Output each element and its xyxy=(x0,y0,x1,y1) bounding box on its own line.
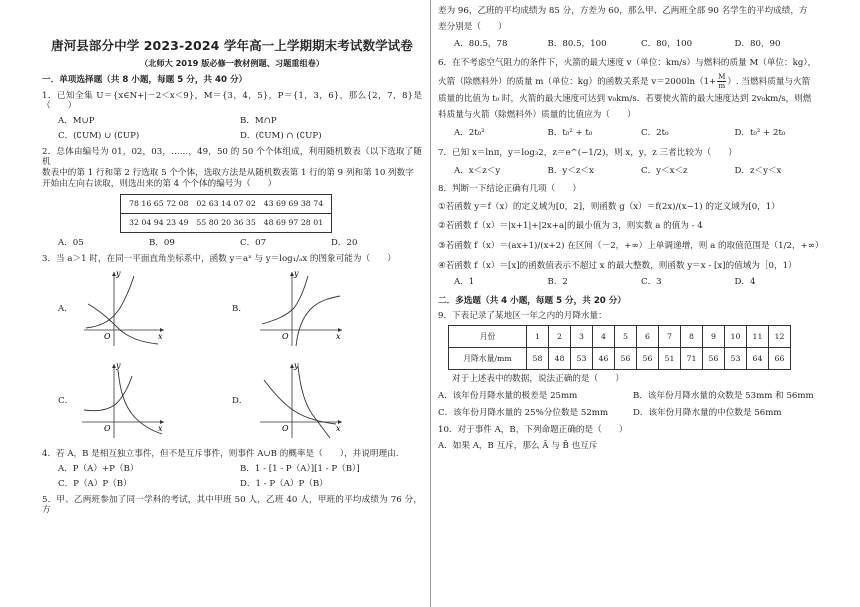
question-10-option-a: A．如果 A，B 互斥，那么 Ā 与 B̄ 也互斥 xyxy=(438,441,598,452)
option-d: D．z＜y＜x xyxy=(734,165,782,176)
question-6-line-4: 料质量与火箭（除燃料外）质量的比值应为（ ） xyxy=(438,109,636,120)
option-c: C．P（A）P（B） xyxy=(58,478,132,489)
option-d: D．1 - P（A）P（B） xyxy=(240,478,328,489)
section-multi-choice: 二．多选题（共 4 小题，每题 5 分，共 20 分） xyxy=(438,296,626,307)
graph-a xyxy=(78,268,168,348)
table-header-cell: 月降水量/mm xyxy=(449,348,527,370)
question-6-line-2 xyxy=(438,73,828,90)
month-cell: 5 xyxy=(615,326,637,348)
question-9-options-row2 xyxy=(438,408,828,419)
axis-y-label: y xyxy=(294,269,299,279)
option-b: B．M∩P xyxy=(240,116,277,127)
section-single-choice: 一．单项选择题（共 8 小题，每题 5 分，共 40 分） xyxy=(42,74,248,85)
question-2-line-3: 开始由左向右读取，则选出来的第 4 个个体的编号为（ ） xyxy=(42,178,277,189)
graph-label-c: C． xyxy=(58,396,74,407)
option-a: A．2t₀² xyxy=(454,128,485,139)
graph-d xyxy=(256,360,346,440)
month-cell: 8 xyxy=(681,326,703,348)
option-c: C．(∁UM) ∪ (∁UP) xyxy=(58,130,140,141)
month-cell: 9 xyxy=(703,326,725,348)
table-cell: 32 04 94 23 49 55 80 20 36 35 48 69 97 28 01 xyxy=(121,214,332,233)
option-d: D．该年份月降水量的中位数是 56mm xyxy=(633,407,782,418)
fraction-numerator: M xyxy=(718,72,726,81)
right-column xyxy=(438,0,828,607)
option-b: B．2 xyxy=(547,277,568,288)
option-b: B．该年份月降水量的众数是 53mm 和 56mm xyxy=(633,391,814,402)
origin-label: O xyxy=(104,332,111,342)
option-b: B．80.5，100 xyxy=(547,39,607,50)
axis-x-label: x xyxy=(336,424,341,434)
option-a: A．x＜z＜y xyxy=(454,165,501,176)
rainfall-cell: 56 xyxy=(615,348,637,370)
fraction-denominator: m xyxy=(718,81,726,90)
option-a: A．该年份月降水量的极差是 25mm xyxy=(438,391,578,402)
option-c: C．该年份月降水量的 25%分位数是 52mm xyxy=(438,407,609,418)
table-row xyxy=(449,326,791,348)
question-5-start xyxy=(42,495,422,516)
option-c: C．07 xyxy=(240,237,267,248)
statement-3 xyxy=(438,241,828,252)
question-4-options-row2 xyxy=(42,479,422,490)
statement-1-mark: ① xyxy=(438,202,446,213)
month-cell: 6 xyxy=(637,326,659,348)
axis-x-label: x xyxy=(158,424,163,434)
option-a: A．M∪P xyxy=(58,116,95,127)
question-2-line-1: 2．总体由编号为 01，02，03，……，49，50 的 50 个个体组成，利用随机数表（以下选取了随机 xyxy=(42,146,422,168)
statement-2-mark: ② xyxy=(438,221,446,232)
option-c: C．y＜x＜z xyxy=(641,165,688,176)
table-cell: 78 16 65 72 08 02 63 14 07 02 43 69 69 38 74 xyxy=(121,195,332,214)
question-7-stem: 7．已知 x＝lnπ，y＝log₃2，z＝e^(−1/2)，则 x，y，z 三者比较为（ ） xyxy=(438,148,737,159)
question-9 xyxy=(438,311,828,419)
question-8 xyxy=(438,184,828,288)
rainfall-cell: 48 xyxy=(549,348,571,370)
statement-4-text: 若函数 f（x）＝[x]的函数值表示不超过 x 的最大整数，则函数 y＝x - [x]的值域为［0，1） xyxy=(445,260,797,271)
statement-3-mark: ③ xyxy=(438,240,446,251)
option-a: A．1 xyxy=(454,277,475,288)
axis-y-label: y xyxy=(294,361,299,371)
month-cell: 1 xyxy=(527,326,549,348)
question-1 xyxy=(42,91,422,142)
question-2 xyxy=(42,147,422,249)
option-d: D．20 xyxy=(331,237,358,248)
question-2-options xyxy=(42,238,422,249)
origin-label: O xyxy=(104,424,111,434)
exam-subtitle: （北师大 2019 版必修一教材例题、习题重组卷） xyxy=(139,57,325,68)
table-row xyxy=(449,348,791,370)
table-row xyxy=(121,195,332,214)
question-5-line-3: 差分别是（ ） xyxy=(438,21,507,32)
question-6-line-1: 6．在不考虑空气阻力的条件下，火箭的最大速度 v（单位：km/s）与燃料的质量 M（单位：kg）， xyxy=(438,58,817,69)
rainfall-cell: 66 xyxy=(769,348,791,370)
month-cell: 10 xyxy=(725,326,747,348)
question-8-stem: 8．判断一下结论正确有几项（ ） xyxy=(438,183,581,194)
random-number-table xyxy=(120,194,332,232)
graph-label-d: D． xyxy=(232,396,248,407)
rainfall-cell: 46 xyxy=(593,348,615,370)
column-divider xyxy=(430,0,431,607)
rainfall-cell: 64 xyxy=(747,348,769,370)
axis-x-label: x xyxy=(336,332,341,342)
question-1-stem: 1．已知全集 U＝{x∈N+|－2＜x＜9}，M＝{3，4，5}，P＝{1，3，6}，那么{2，7，8}是（ ） xyxy=(42,90,422,112)
month-cell: 3 xyxy=(571,326,593,348)
question-6-line-2b: ）. 当燃料质量与火箭 xyxy=(727,76,811,87)
question-1-options-row1 xyxy=(42,116,422,127)
question-7 xyxy=(438,148,828,176)
question-2-line-2: 数表中的第 1 行和第 2 行选取 5 个个体，选取方法是从随机数表第 1 行的第 9 列和第 10 列数字 xyxy=(42,168,414,179)
statement-2-text: 若函数 f（x）＝|x+1|+|2x+a|的最小值为 3，则实数 a 的值为 - 4 xyxy=(445,221,703,232)
graph-b xyxy=(256,268,346,348)
question-5-continued xyxy=(438,6,828,50)
rainfall-cell: 53 xyxy=(725,348,747,370)
question-10 xyxy=(438,425,828,452)
rainfall-cell: 58 xyxy=(527,348,549,370)
question-10-stem: 10．对于事件 A，B，下列命题正确的是（ ） xyxy=(438,424,628,435)
origin-label: O xyxy=(282,424,289,434)
graph-label-a: A． xyxy=(58,304,73,315)
question-6-line-3: 质量的比值为 t₀ 时，火箭的最大速度可达到 v₀km/s．若要使火箭的最大速度达到 2v₀km/s，则燃 xyxy=(438,93,812,104)
question-4-options-row1 xyxy=(42,464,422,475)
rainfall-cell: 71 xyxy=(681,348,703,370)
month-cell: 4 xyxy=(593,326,615,348)
question-3-graphs xyxy=(42,268,422,444)
axis-y-label: y xyxy=(116,269,121,279)
statement-3-text: 若函数 f（x）＝(ax+1)/(x+2) 在区间（－2，+∞）上单调递增，则 a 的取值范围是（1/2，+∞） xyxy=(445,240,824,251)
option-b: B．09 xyxy=(149,237,175,248)
rainfall-table xyxy=(448,325,791,370)
option-d: D．4 xyxy=(734,277,756,288)
rainfall-cell: 51 xyxy=(659,348,681,370)
question-6-line-2a: 火箭（除燃料外）的质量 m（单位：kg）的函数关系是 v＝2000ln（1+ xyxy=(438,76,717,87)
option-a: A．80.5，78 xyxy=(454,39,508,50)
axis-y-label: y xyxy=(116,361,121,371)
left-column xyxy=(42,0,422,607)
question-7-options xyxy=(438,166,828,177)
month-cell: 11 xyxy=(747,326,769,348)
question-4-stem: 4．若 A，B 是相互独立事件，但不是互斥事件，则事件 A∪B 的概率是（ ），并说明理由. xyxy=(42,449,399,460)
option-b: B．y＜z＜x xyxy=(547,165,594,176)
question-9-stem: 9．下表记录了某地区一年之内的月降水量： xyxy=(438,310,607,321)
question-5-options xyxy=(438,39,828,50)
option-d: D．(∁UM) ∩ (∁UP) xyxy=(240,130,322,141)
exam-title: 唐河县部分中学 2023-2024 学年高一上学期期末考试数学试卷 xyxy=(51,38,413,53)
option-c: C．80，100 xyxy=(641,39,693,50)
graph-label-b: B． xyxy=(232,304,247,315)
statement-1-text: 若函数 y＝f（x）的定义域为[0，2]，则函数 g（x）＝f(2x)/(x−1) 的定义域为[0，1） xyxy=(445,202,780,213)
option-d: D．80，90 xyxy=(734,39,781,50)
question-9-options-row1 xyxy=(438,391,828,402)
option-b: B．1 - [1 - P（A）][1 - P（B）] xyxy=(240,464,360,475)
table-row xyxy=(121,214,332,233)
month-cell: 2 xyxy=(549,326,571,348)
option-d: D．t₀² + 2t₀ xyxy=(734,128,786,139)
statement-2 xyxy=(438,221,828,232)
statement-1 xyxy=(438,202,828,213)
month-cell: 7 xyxy=(659,326,681,348)
rainfall-cell: 56 xyxy=(637,348,659,370)
question-9-prompt: 对于上述表中的数据，说法正确的是（ ） xyxy=(452,374,624,385)
option-b: B．t₀² + t₀ xyxy=(547,128,593,139)
question-1-options-row2 xyxy=(42,131,422,142)
graph-c xyxy=(78,360,168,440)
question-8-options xyxy=(438,277,828,288)
option-a: A．05 xyxy=(58,237,84,248)
option-a: A．P（A）+P（B） xyxy=(58,464,139,475)
statement-4-mark: ④ xyxy=(438,260,446,271)
option-c: C．2t₀ xyxy=(641,128,669,139)
question-5-line-1: 5．甲、乙两班参加了同一学科的考试，其中甲班 50 人，乙班 40 人，甲班的平均成绩为 76 分，方 xyxy=(42,494,422,516)
question-3 xyxy=(42,254,422,445)
question-6-options xyxy=(438,128,828,139)
option-c: C．3 xyxy=(641,277,662,288)
statement-4 xyxy=(438,261,828,272)
question-3-stem: 3．当 a＞1 时，在同一平面直角坐标系中，函数 y＝aˣ 与 y＝log₁/ₐx 的图象可能为（ ） xyxy=(42,253,396,264)
rainfall-cell: 56 xyxy=(703,348,725,370)
question-5-line-2: 差为 96，乙班的平均成绩为 85 分，方差为 60，那么甲、乙两班全部 90 名学生的平均成绩，方 xyxy=(438,6,808,16)
rainfall-cell: 53 xyxy=(571,348,593,370)
question-4 xyxy=(42,449,422,489)
question-6 xyxy=(438,58,828,139)
axis-x-label: x xyxy=(158,332,163,342)
origin-label: O xyxy=(282,332,289,342)
table-header-cell: 月份 xyxy=(449,326,527,348)
mass-ratio-fraction xyxy=(717,73,726,90)
month-cell: 12 xyxy=(769,326,791,348)
